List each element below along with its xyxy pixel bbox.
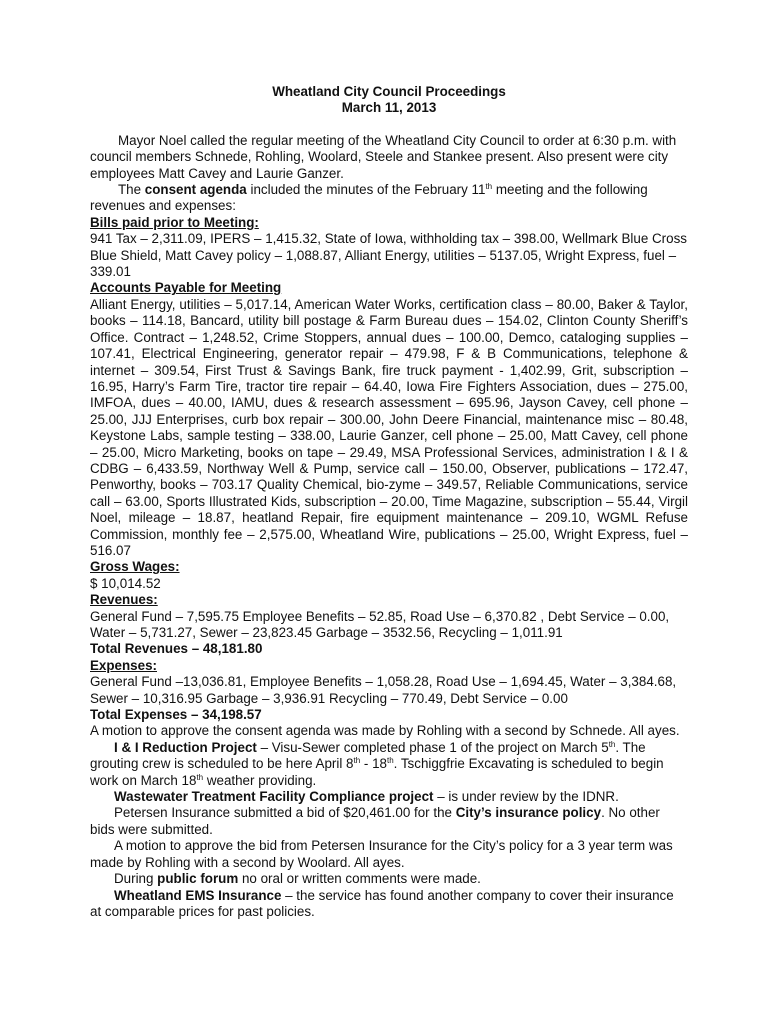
ii-reduction-paragraph xyxy=(90,740,688,789)
wastewater-text: – is under review by the IDNR. xyxy=(433,789,619,805)
insurance-post: . No other bids were submitted. xyxy=(90,805,660,837)
total-revenues: Total Revenues – 48,181.80 xyxy=(90,641,263,657)
consent-agenda-term: consent agenda xyxy=(144,182,247,198)
consent-mid: included the minutes of the February 11 xyxy=(246,182,486,198)
ii-text-5: weather providing. xyxy=(203,772,317,788)
ii-text-1: – Visu-Sewer completed phase 1 of the project on March 5 xyxy=(256,739,609,755)
intro-paragraph: Mayor Noel called the regular meeting of the Wheatland City Council to order at 6:30 p.m. with council members Schnede, Rohling, Woolard, Steele and Stankee present. Also present were city employees Matt Cavey and Laurie Ganzer. xyxy=(90,132,677,181)
document-title: Wheatland City Council Proceedings xyxy=(272,84,506,99)
expenses-heading: Expenses: xyxy=(90,657,157,673)
bills-prior-heading: Bills paid prior to Meeting: xyxy=(90,214,259,230)
ems-paragraph xyxy=(90,888,688,921)
insurance-pre: Petersen Insurance submitted a bid of $20,461.00 for the xyxy=(114,805,456,821)
title-spacer xyxy=(90,117,688,133)
accounts-payable-text: Alliant Energy, utilities – 5,017.14, American Water Works, certification class – 80.00, Baker & Taylor, books – 114.18, Bancard, utility bill postage & Farm Bureau dues – 154.02, Clinton County Sheriff’s Office. Contract – 1,248.52, Crime Stoppers, annual dues – 100.00, Demco, cataloging supplies – 107.41, Electrical Engineering, generator repair – 479.98, F & B Communications, telephone & internet – 309.54, First Trust & Savings Bank, fire truck payment - 1,402.99, Grit, subscription – 16.95, Harry’s Farm Tire, tractor tire repair – 64.40, Iowa Fire Fighters Association, dues – 275.00, IMFOA, dues – 40.00, IAMU, dues & research assessment – 695.96, Jayson Cavey, cell phone – 25.00, JJJ Enterprises, curb box repair – 300.00, John Deere Financial, maintenance misc – 80.48, Keystone Labs, sample testing – 338.00, Laurie Ganzer, cell phone – 25.00, Matt Cavey, cell phone – 25.00, Micro Marketing, books on tape – 29.49, MSA Professional Services, administration I & I & CDBG – 6,433.59, Northway Well & Pump, service call – 150.00, Observer, publications – 172.47, Penworthy, books – 703.17 Quality Chemical, bio-zyme – 349.57, Reliable Communications, service call – 63.00, Sports Illustrated Kids, subscription – 20.00, Time Magazine, subscription – 55.44, Virgil Noel, mileage – 18.87, heatland Repair, fire equipment maintenance – 209.10, WGML Refuse Commission, monthly fee – 2,575.00, Wheatland Wire, publications – 25.00, Wright Express, fuel – 516.07 xyxy=(90,296,688,558)
ii-text-2: . The grouting crew is scheduled to be here April 8 xyxy=(90,739,646,772)
motion-consent: A motion to approve the consent agenda was made by Rohling with a second by Schnede. All ayes. xyxy=(90,723,680,739)
revenues-text: General Fund – 7,595.75 Employee Benefits – 52.85, Road Use – 6,370.82 , Debt Service – 0.00, Water – 5,731.27, Sewer – 23,823.45 Garbage – 3532.56, Recycling – 1,011.91 xyxy=(90,608,670,640)
gross-wages-heading: Gross Wages: xyxy=(90,559,180,575)
ii-sup-1: th xyxy=(608,739,616,749)
document-page xyxy=(90,84,688,920)
forum-pre: During xyxy=(114,871,158,887)
ii-sup-4: th xyxy=(196,772,204,782)
document-date: March 11, 2013 xyxy=(341,100,437,116)
expenses-text: General Fund –13,036.81, Employee Benefits – 1,058.28, Road Use – 1,694.45, Water – 3,384.68, Sewer – 10,316.95 Garbage – 3,936.91 Recycling – 770.49, Debt Service – 0.00 xyxy=(90,674,677,706)
forum-term: public forum xyxy=(157,871,239,887)
public-forum-paragraph xyxy=(90,871,688,887)
ii-text-3: - 18 xyxy=(360,756,387,772)
wastewater-paragraph xyxy=(90,789,688,805)
ii-text-4: . Tschiggfrie Excavating is scheduled to begin work on March 18 xyxy=(90,756,664,788)
total-expenses: Total Expenses – 34,198.57 xyxy=(90,707,262,723)
revenues-heading: Revenues: xyxy=(90,592,158,608)
gross-wages-amount: $ 10,014.52 xyxy=(90,575,161,591)
consent-agenda-paragraph xyxy=(90,182,688,215)
accounts-payable-heading: Accounts Payable for Meeting xyxy=(90,280,282,296)
wastewater-term: Wastewater Treatment Facility Compliance project xyxy=(114,789,434,805)
insurance-term: City’s insurance policy xyxy=(455,805,602,821)
bills-prior-text: 941 Tax – 2,311.09, IPERS – 1,415.32, State of Iowa, withholding tax – 398.00, Wellmark Blue Cross Blue Shield, Matt Cavey policy – 1,088.87, Alliant Energy, utilities – 5137.05, Wright Express, fuel – 339.01 xyxy=(90,231,687,280)
forum-post: no oral or written comments were made. xyxy=(238,871,481,887)
motion-bid: A motion to approve the bid from Petersen Insurance for the City’s policy for a 3 year term was made by Rohling with a second by Woolard. All ayes. xyxy=(90,838,673,870)
ii-sup-2: th xyxy=(353,756,361,766)
consent-pre: The xyxy=(118,182,145,198)
consent-sup: th xyxy=(485,182,493,192)
ems-text: – the service has found another company to cover their insurance at comparable prices for past policies. xyxy=(90,887,674,919)
ems-term: Wheatland EMS Insurance xyxy=(114,887,282,903)
insurance-bid-paragraph xyxy=(90,805,688,838)
ii-sup-3: th xyxy=(386,756,394,766)
ii-reduction-term: I & I Reduction Project xyxy=(114,739,257,755)
consent-post: meeting and the following revenues and expenses: xyxy=(90,182,648,214)
